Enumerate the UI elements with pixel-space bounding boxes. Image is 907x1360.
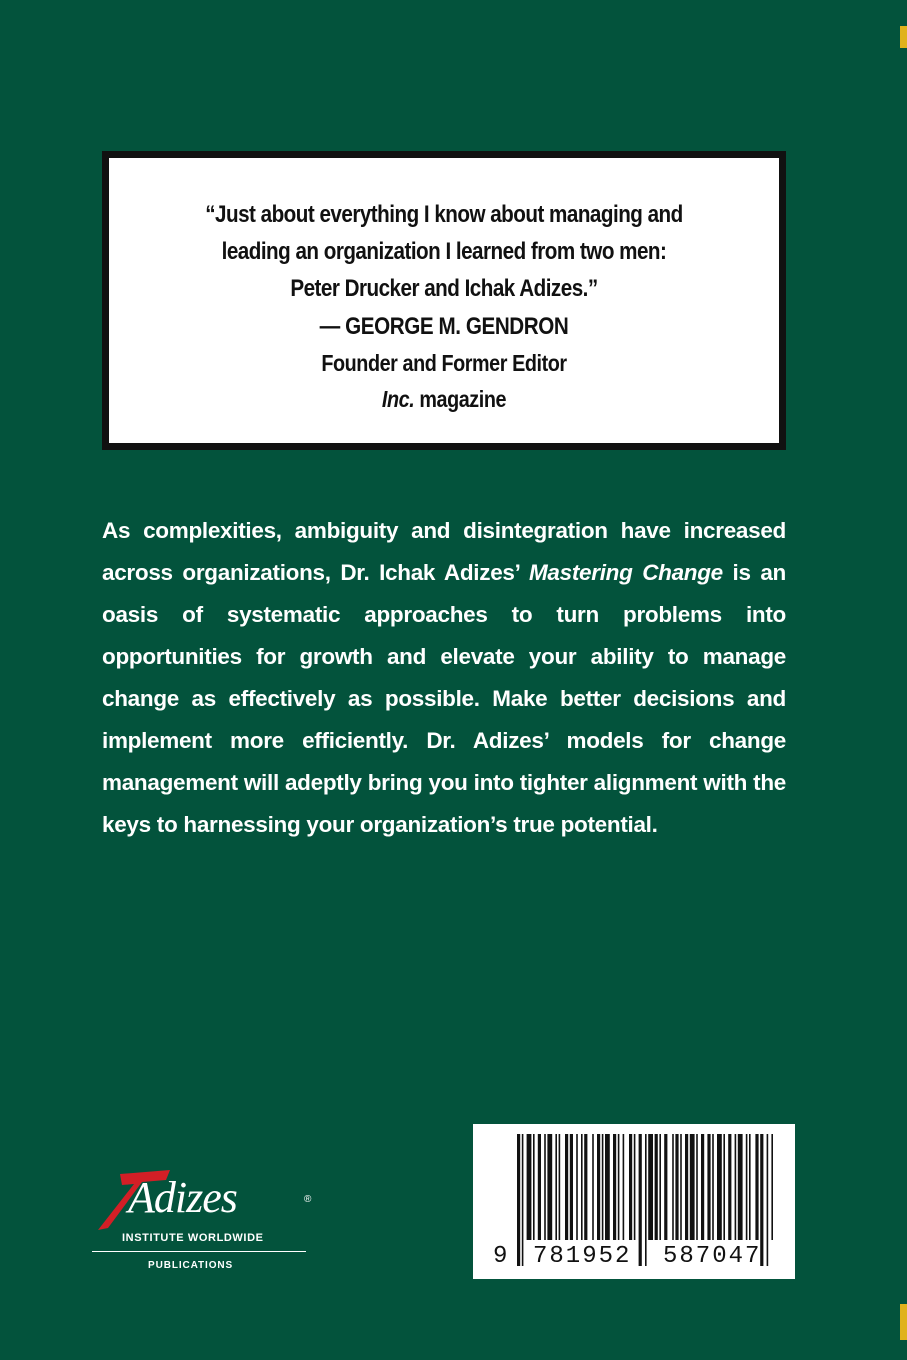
barcode-bar <box>712 1134 714 1240</box>
barcode-bar <box>701 1134 704 1240</box>
barcode-bar <box>547 1134 552 1240</box>
barcode-bar <box>680 1134 682 1240</box>
barcode-bar <box>639 1134 642 1266</box>
barcode-bar <box>771 1134 773 1240</box>
barcode-bar <box>655 1134 658 1240</box>
endorsement-quote-box <box>102 151 786 450</box>
barcode-bar <box>533 1134 535 1240</box>
barcode-bar <box>755 1134 758 1240</box>
barcode-bar <box>613 1134 616 1240</box>
barcode-bar <box>602 1134 604 1240</box>
quote-line: “Just about everything I know about managing and <box>205 201 683 228</box>
barcode-bar <box>581 1134 583 1240</box>
barcode-bar <box>623 1134 625 1240</box>
barcode-bar <box>648 1134 653 1240</box>
barcode-bar <box>618 1134 620 1240</box>
barcode-bar <box>584 1134 587 1240</box>
barcode-bar <box>723 1134 725 1240</box>
logo-division: PUBLICATIONS <box>148 1260 234 1271</box>
barcode-bar <box>544 1134 546 1240</box>
endorser-name: — GEORGE M. GENDRON <box>319 313 569 340</box>
book-description <box>102 510 786 846</box>
publisher-logo <box>92 1168 312 1278</box>
barcode-digits-right: 587047 <box>663 1243 762 1270</box>
barcode-bar <box>538 1134 541 1240</box>
description-part-1: As complexities, ambiguity and disintegration have increased across organizations, Dr. Ichak Adizes’ <box>102 518 786 585</box>
barcode-bar <box>672 1134 674 1240</box>
barcode-bar <box>675 1134 678 1240</box>
barcode-bar <box>696 1134 698 1240</box>
barcode-bar <box>517 1134 520 1266</box>
barcode-bar <box>685 1134 688 1240</box>
barcode-bar <box>592 1134 594 1240</box>
barcode-bar <box>728 1134 731 1240</box>
barcode-bar <box>565 1134 568 1240</box>
barcode-bar <box>690 1134 695 1240</box>
barcode-bar <box>767 1134 769 1266</box>
barcode-bar <box>707 1134 710 1240</box>
endorser-role: Founder and Former Editor <box>321 350 567 376</box>
logo-divider <box>92 1251 306 1252</box>
quote-line: Peter Drucker and Ichak Adizes.” <box>290 275 598 302</box>
barcode-bar <box>749 1134 751 1240</box>
publication-suffix: magazine <box>414 386 507 412</box>
barcode-bar <box>659 1134 661 1240</box>
barcode-digits-left: 781952 <box>533 1243 632 1270</box>
edge-color-mark-bottom <box>900 1304 907 1340</box>
description-part-2: is an oasis of systematic approaches to turn problems into opportunities for growth and elevate your ability to manage change as effectively as possible. Make better decisions and implement more efficiently. Dr. Adizes’ models for change management will adeptly bring you into tighter alignment with the keys to harnessing your organization’s true potential. <box>102 560 786 837</box>
barcode-bar <box>559 1134 561 1240</box>
barcode-bar <box>527 1134 532 1240</box>
barcode-digit-first: 9 <box>493 1243 510 1270</box>
barcode-bar <box>597 1134 600 1240</box>
registered-mark: ® <box>304 1194 312 1205</box>
logo-subtitle: INSTITUTE WORLDWIDE <box>122 1232 264 1244</box>
barcode-bar <box>735 1134 737 1240</box>
edge-color-mark-top <box>900 26 907 48</box>
barcode-bar <box>555 1134 557 1240</box>
barcode-bar <box>664 1134 667 1240</box>
barcode-bar <box>605 1134 610 1240</box>
book-title: Mastering Change <box>528 560 723 585</box>
barcode-bar <box>570 1134 573 1240</box>
isbn-barcode <box>473 1124 795 1279</box>
barcode-bar <box>645 1134 647 1266</box>
logo-wordmark: Adizes <box>128 1173 237 1222</box>
barcode-bar <box>522 1134 524 1266</box>
barcode-bar <box>746 1134 748 1240</box>
barcode-bar <box>738 1134 743 1240</box>
barcode-bar <box>576 1134 578 1240</box>
barcode-bar <box>629 1134 632 1240</box>
endorser-publication <box>156 381 732 417</box>
endorsement-quote <box>156 196 732 307</box>
barcode-bar <box>634 1134 636 1240</box>
quote-line: leading an organization I learned from two men: <box>221 238 667 265</box>
barcode-bar <box>717 1134 722 1240</box>
publication-name: Inc. <box>381 386 415 412</box>
